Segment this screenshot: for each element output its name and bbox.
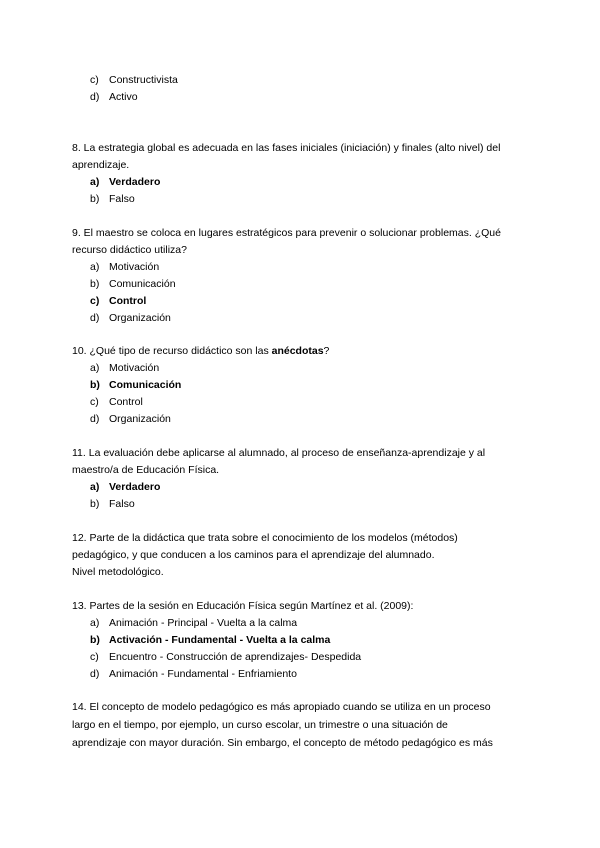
question-11-option-a: a) Verdadero bbox=[90, 481, 161, 493]
question-13-option-d: d) Animación - Fundamental - Enfriamiento bbox=[90, 668, 297, 680]
question-13-text: 13. Partes de la sesión en Educación Física según Martínez et al. (2009): bbox=[72, 600, 414, 612]
question-9-option-a: a) Motivación bbox=[90, 261, 160, 273]
question-9-option-c: c) Control bbox=[90, 295, 147, 307]
question-14-text-cont-2: aprendizaje con mayor duración. Sin embargo, el concepto de método pedagógico es más bbox=[72, 737, 493, 749]
question-13-option-b: b) Activación - Fundamental - Vuelta a la calma bbox=[90, 634, 331, 646]
question-8-text-cont: aprendizaje. bbox=[72, 159, 130, 171]
question-14-text-cont: largo en el tiempo, por ejemplo, un curso escolar, un trimestre o una situación de bbox=[72, 719, 448, 731]
question-11-option-b: b) Falso bbox=[90, 498, 135, 510]
question-9-text: 9. El maestro se coloca en lugares estratégicos para prevenir o solucionar problemas. ¿Qué bbox=[72, 227, 501, 239]
question-9-option-b: b) Comunicación bbox=[90, 278, 176, 290]
question-11-text-cont: maestro/a de Educación Física. bbox=[72, 464, 220, 476]
question-12-text: 12. Parte de la didáctica que trata sobre el conocimiento de los modelos (métodos) bbox=[72, 532, 458, 544]
question-10-option-b: b) Comunicación bbox=[90, 379, 182, 391]
question-13-option-c: c) Encuentro - Construcción de aprendizajes- Despedida bbox=[90, 651, 362, 663]
option-c: c) Constructivista bbox=[90, 74, 178, 86]
question-10-option-a: a) Motivación bbox=[90, 362, 160, 374]
question-14-text: 14. El concepto de modelo pedagógico es más apropiado cuando se utiliza en un proceso bbox=[72, 701, 491, 713]
question-8-option-b: b) Falso bbox=[90, 193, 135, 205]
question-10-option-c: c) Control bbox=[90, 396, 143, 408]
question-9-option-d: d) Organización bbox=[90, 312, 171, 324]
question-11-text: 11. La evaluación debe aplicarse al alumnado, al proceso de enseñanza-aprendizaje y al bbox=[72, 447, 486, 459]
question-13-option-a: a) Animación - Principal - Vuelta a la calma bbox=[90, 617, 298, 629]
option-d: d) Activo bbox=[90, 91, 138, 103]
question-12-text-cont: pedagógico, y que conducen a los caminos para el aprendizaje del alumnado. bbox=[72, 549, 435, 561]
question-8-text: 8. La estrategia global es adecuada en las fases iniciales (iniciación) y finales (alto nivel) del bbox=[72, 142, 501, 154]
question-12-answer: Nivel metodológico. bbox=[72, 566, 164, 578]
question-9-text-cont: recurso didáctico utiliza? bbox=[72, 244, 187, 256]
question-10-text: 10. ¿Qué tipo de recurso didáctico son las anécdotas? bbox=[72, 345, 330, 357]
question-8-option-a: a) Verdadero bbox=[90, 176, 161, 188]
question-10-option-d: d) Organización bbox=[90, 413, 171, 425]
